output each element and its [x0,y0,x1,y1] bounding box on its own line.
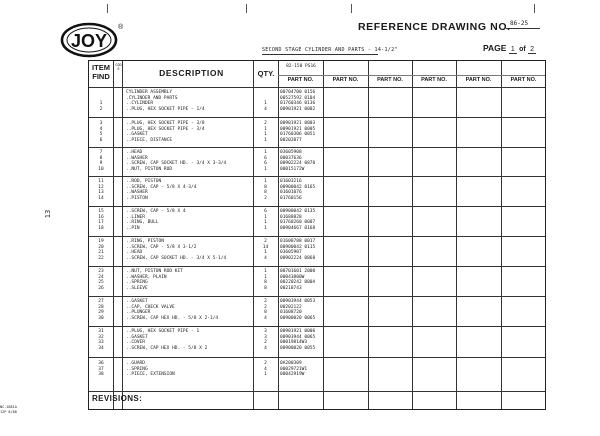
part-numbers [280,239,323,262]
item-descriptions [126,121,253,144]
cell-line: ..SCREW, CAP HEX HD. - 5/8 X 2-1/4 [126,316,219,322]
cell-line: 6 [99,138,103,144]
group-divider [89,117,545,118]
registered-mark: ® [118,24,124,31]
cell-line: 6 [264,155,267,161]
group-divider [89,326,545,327]
cell-line: 00042919W [280,372,305,378]
cell-line: 00037636 [280,155,302,161]
cell-line: ..SPRING [126,366,148,372]
item-descriptions [126,90,253,113]
cell-line: 11 [98,179,104,184]
item-numbers [89,209,113,232]
item-quantities [253,329,278,352]
item-quantities [253,90,278,113]
cell-line: 8 [264,184,267,190]
cell-line: 4 [264,316,267,322]
cell-line: ..SCREW, CAP - 5/8 X 4-3/4 [126,184,197,190]
cell-line: 2 [264,304,267,310]
part-numbers [280,269,323,292]
cell-line: 00019814W3 [280,340,308,346]
cell-line: 00900020 0065 [280,316,316,322]
cell-line: 00900042 0135 [280,209,316,214]
cell-line: 30 [98,316,104,322]
cell-line: 8 [264,310,267,316]
cell-line: ..LINER [126,214,145,220]
cell-line: 01603216 [280,179,302,184]
cell-line: 21 [98,250,104,256]
cell-line: 2 [264,121,267,126]
cell-line: ..GASKET [126,132,148,138]
cell-line: 3 [99,121,103,126]
cell-line: ..RING, BULL [126,220,159,226]
cell-line: 28 [98,304,104,310]
group-divider [89,206,545,207]
cell-line: 8 [264,190,267,196]
cell-line: 9 [99,161,103,167]
cell-line: 00901921 0005 [280,126,316,132]
part-no-header: PART NO. [465,77,492,83]
cell-line: 10 [98,167,104,173]
form-number-line1: NC-1881A [0,405,17,409]
cell-line: ..WASHER, PLAIN [126,274,167,280]
part-no-header: PART NO. [287,77,314,83]
cell-line: 13 [98,190,104,196]
part-numbers [280,299,323,322]
cell-line: 00901921 0003 [280,121,316,126]
cell-line: 03605908 [280,150,302,155]
cell-line: 3 [264,334,267,340]
cell-line: 00218743 [280,286,302,292]
cell-line: 1 [99,101,103,107]
cell-line: 00900042 0165 [280,184,316,190]
cell-line: ..ROD, PISTON [126,179,162,184]
cell-line: 1 [264,269,267,274]
reference-number: 86-25 [510,20,529,27]
revisions-line [89,391,545,392]
cell-line: ..PLUG, HEX SOCKET PIPE - 3/4 [126,126,205,132]
cell-line: 8 [264,280,267,286]
item-numbers [89,121,113,144]
cell-line: 1 [264,226,267,232]
cell-line: ..HEAD [126,250,143,256]
cell-line: 01608720 [280,310,302,316]
cell-line: 1 [264,214,267,220]
group-divider [89,266,545,267]
cell-line: 00902224 0868 [280,256,316,262]
item-numbers [89,329,113,352]
cell-line: ..PLUG, HEX SOCKET PIPE - 1/4 [126,107,205,113]
item-quantities [253,239,278,262]
cell-line: CYLINDER ASSEMBLY [126,90,173,95]
part-numbers [280,150,323,173]
cell-line: 01601076 [280,190,302,196]
cell-line: ..PLUNGER [126,310,151,316]
page-label: PAGE [483,43,507,53]
cell-line: 7 [99,150,103,155]
page-total: 2 [530,46,535,53]
cell-line: 12 [98,184,104,190]
item-quantities [253,299,278,322]
item-descriptions [126,361,253,378]
cell-line: 4 [264,366,267,372]
cell-line: 1 [264,138,267,144]
cell-line: 00902224 0870 [280,161,316,167]
cell-line: 1 [264,150,267,155]
cell-line: 00903944 0065 [280,334,316,340]
cell-line: 2 [264,340,267,346]
page-current: 1 [510,46,515,53]
group-divider [89,357,545,358]
cell-line: 22 [98,256,104,262]
cell-line: 6 [264,209,267,214]
cell-line: ..GASKET [126,334,148,340]
cell-line: 1 [264,167,267,173]
cell-line: ..SCREW, CAP - 5/8 X 4 [126,209,186,214]
cell-line: 00701601 2000 [280,269,316,274]
cell-line: ..CYLINDER [126,101,154,107]
cell-line: ..PISTON [126,196,148,202]
group-divider [89,296,545,297]
cell-line: 00029721W1 [280,366,308,372]
cell-line: 31 [98,329,104,334]
cell-line: 18 [98,226,104,232]
cell-line: 36 [98,361,104,366]
form-number-line2: 12P 8/80 [0,410,17,414]
cell-line: 19 [98,239,104,244]
cell-line: ..WASHER [126,155,148,161]
group-divider [89,176,545,177]
cell-line: 01760346 0136 [280,101,316,107]
cell-line: 00202077 [280,138,302,144]
cell-line: ..RING, PISTON [126,239,164,244]
part-numbers [280,121,323,144]
margin-tick [107,4,108,13]
cell-line: ..PIECE, EXTENSION [126,372,175,378]
cell-line: 00015172W [280,167,305,173]
cell-line: 03605907 [280,250,302,256]
cell-line: 01760260 0007 [280,220,316,226]
cell-line: 00202122 [280,304,302,310]
cell-line: 25 [98,280,104,286]
logo-text: JOY [70,31,108,51]
description-header: DESCRIPTION [159,68,224,78]
cell-line: 00527592 0104 [280,95,316,101]
cell-line: 14 [262,244,269,250]
cell-line: 1 [264,132,267,138]
item-numbers [89,239,113,262]
part-numbers [280,329,323,352]
cell-line: ..PIECE, DISTANCE [126,138,173,144]
cell-line: 2 [99,107,103,113]
page-indicator [483,43,536,53]
cell-line: 29 [98,310,104,316]
cell-line: ..SCREW, CAP SOCKET HD. - 3/4 X 3-3/4 [126,161,227,167]
drawing-subtitle: SECOND STAGE CYLINDER AND PARTS - 14-1/2" [262,47,398,53]
margin-tick [351,4,352,13]
part-numbers [280,90,323,113]
part-numbers [280,361,323,378]
margin-tick [534,4,535,13]
item-quantities [253,121,278,144]
group-divider [89,147,545,148]
header-split-line [278,75,545,76]
item-numbers [89,150,113,173]
cell-line: 6 [264,161,267,167]
cell-line: 1 [264,220,267,226]
cell-line: 1 [264,101,267,107]
item-numbers [89,299,113,322]
cell-line: 00704700 0156 [280,90,316,95]
cell-line: 2 [264,196,267,202]
cell-line: 23 [98,269,104,274]
cell-line: ..PLUG, HEX SOCKET PIPE - 1 [126,329,200,334]
cell-line: 37 [98,366,104,372]
cell-line: ..SCREW, CAP SOCKET HD. - 3/4 X 5-1/4 [126,256,227,262]
parts-table [88,60,546,410]
joy-logo [60,20,122,58]
cell-line: 1 [264,274,267,280]
cell-line: 00220242 000A [280,280,316,286]
cell-line: 27 [98,299,104,304]
item-numbers [89,90,113,113]
cell-line: 5 [99,132,103,138]
system-number-header: 82-150 PS16 [286,64,316,69]
cell-line: 01688828 [280,214,302,220]
cell-line: 01760156 [280,196,302,202]
cell-line: ..GASKET [126,299,148,304]
code-header: CODE [115,63,122,72]
cell-line: 4 [264,256,267,262]
part-no-header: PART NO. [332,77,359,83]
cell-line: ..SCREW, CAP - 5/8 X 3-1/2 [126,244,197,250]
cell-line: 8 [264,286,267,292]
cell-line: ..CAP, CHECK VALVE [126,304,175,310]
side-page-number: 13 [44,209,53,219]
item-quantities [253,179,278,202]
item-quantities [253,361,278,378]
page-of: of [519,46,526,53]
cell-line: 26 [98,286,104,292]
cell-line: 4 [99,126,103,132]
qty-header: QTY. [257,69,275,78]
revisions-label: REVISIONS: [92,394,143,403]
item-descriptions [126,150,253,173]
item-descriptions [126,269,253,292]
cell-line: ..NUT, PISTON ROD KIT [126,269,183,274]
cell-line: 16 [98,214,104,220]
item-quantities [253,150,278,173]
cell-line: 00904667 0168 [280,226,316,232]
cell-line: 14 [98,196,104,202]
cell-line: 1 [264,250,267,256]
item-descriptions [126,299,253,322]
part-no-header: PART NO. [510,77,537,83]
item-numbers [89,269,113,292]
cell-line: ..PIN [126,226,140,232]
reference-label: REFERENCE DRAWING NO. [358,21,511,33]
cell-line: ..COVER [126,340,145,346]
item-numbers [89,179,113,202]
cell-line: 1 [264,179,267,184]
subtitle-underline [262,54,378,55]
item-quantities [253,209,278,232]
cell-line: 00901921 0006 [280,329,316,334]
cell-line: ..SPRING [126,280,148,286]
item-descriptions [126,329,253,352]
cell-line: 00903944 0053 [280,299,316,304]
cell-line: 00900020 0055 [280,346,316,352]
cell-line: 8 [99,155,103,161]
cell-line: 17 [98,220,104,226]
cell-line: 0A200309 [280,361,302,366]
cell-line: 15 [98,209,104,214]
cell-line: 20 [98,244,104,250]
group-divider [89,236,545,237]
cell-line: 33 [98,340,104,346]
cell-line: ..NUT, PISTON ROD [126,167,173,173]
cell-line: 24 [98,274,104,280]
form-number [0,405,17,415]
cell-line: .CYLINDER AND PARTS [126,95,178,101]
cell-line: 4 [264,346,267,352]
cell-line: ..SCREW, CAP HEX HD. - 5/8 X 2 [126,346,208,352]
cell-line: ..PLUG, HEX SOCKET PIPE - 3/8 [126,121,205,126]
item-quantities [253,269,278,292]
item-find-header: ITEM FIND [92,63,110,81]
header-bottom-line [89,87,545,88]
cell-line: ..WASHER [126,190,148,196]
part-no-header: PART NO. [377,77,403,83]
cell-line: 2 [264,239,267,244]
item-numbers [89,361,113,378]
cell-line: 00043800W [280,274,305,280]
item-descriptions [126,209,253,232]
cell-line: 1 [264,372,267,378]
cell-line: 01760306 0051 [280,132,316,138]
cell-line: 00900042 0115 [280,244,316,250]
part-no-header: PART NO. [421,77,447,83]
cell-line: 2 [264,361,267,366]
margin-tick [246,4,247,13]
cell-line: 00901921 0002 [280,107,316,113]
cell-line: 4 [264,107,267,113]
item-descriptions [126,239,253,262]
cell-line: 2 [264,299,267,304]
cell-line: 32 [98,334,104,340]
cell-line: ..GUARD [126,361,145,366]
cell-line: 01608788 0017 [280,239,316,244]
item-descriptions [126,179,253,202]
reference-underline [506,28,540,29]
cell-line: 34 [98,346,104,352]
cell-line: 1 [264,126,267,132]
cell-line: ..SLEEVE [126,286,148,292]
part-numbers [280,179,323,202]
cell-line: 38 [98,372,104,378]
part-numbers [280,209,323,232]
cell-line: 3 [264,329,267,334]
cell-line: ..HEAD [126,150,143,155]
